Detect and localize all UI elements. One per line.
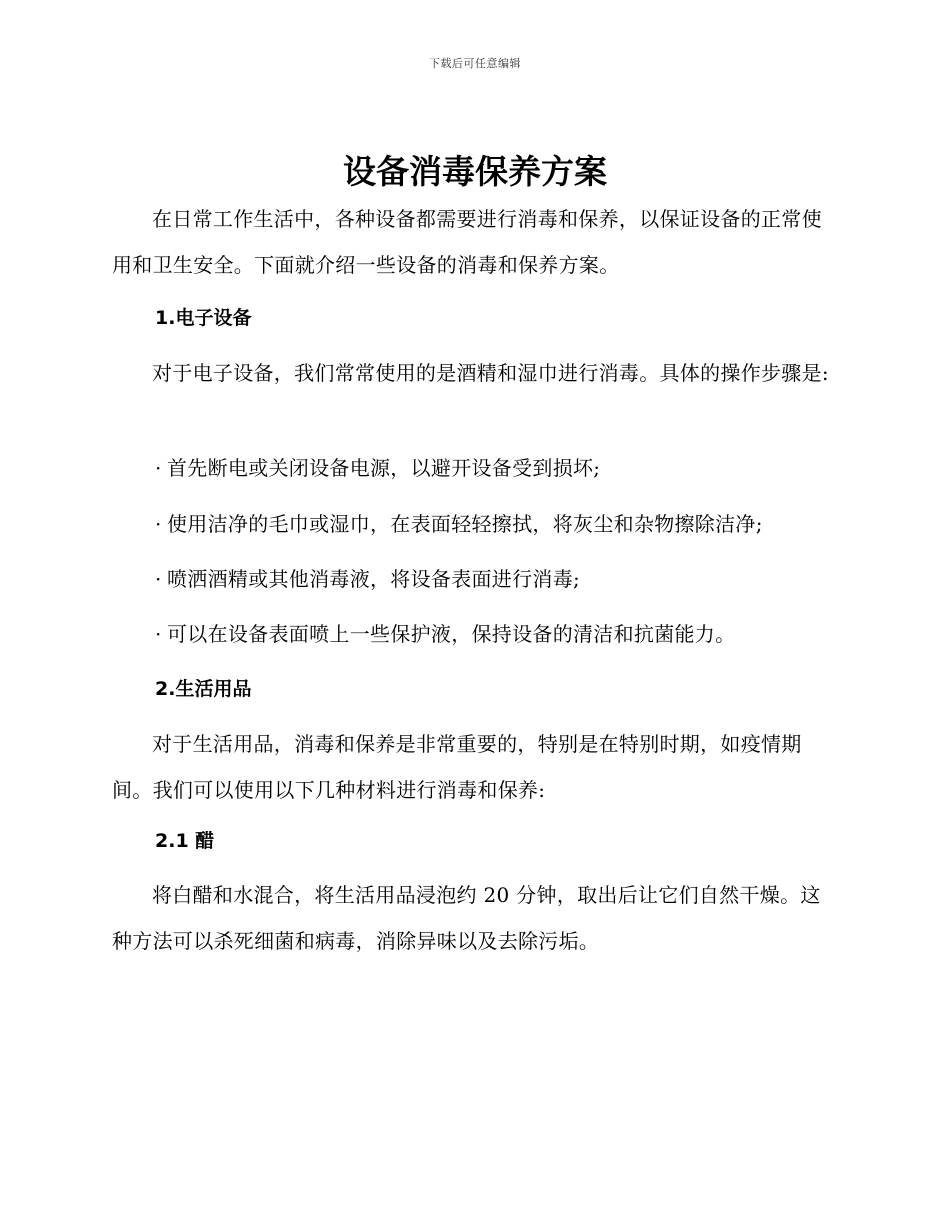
list-item-text: 首先断电或关闭设备电源，以避开设备受到损坏; (167, 456, 601, 480)
bullet-marker: · (155, 456, 162, 480)
section-heading-daily-items: 2.生活用品 (155, 678, 252, 700)
list-item-text: 喷洒酒精或其他消毒液，将设备表面进行消毒; (167, 567, 581, 591)
list-item (155, 509, 763, 539)
document-title: 设备消毒保养方案 (343, 152, 607, 191)
list-item (155, 453, 600, 483)
header-note: 下载后可任意编辑 (429, 57, 521, 70)
section-heading-vinegar: 2.1 醋 (155, 830, 215, 852)
vinegar-paragraph: 将白醋和水混合，将生活用品浸泡约 20 分钟，取出后让它们自然干燥。这种方法可以杀死细菌和病毒，消除异味以及去除污垢。 (112, 883, 821, 953)
bullet-marker: · (155, 512, 162, 536)
section-heading-electronics: 1.电子设备 (155, 307, 252, 329)
bullet-marker: · (155, 567, 162, 591)
list-item-text: 使用洁净的毛巾或湿巾，在表面轻轻擦拭，将灰尘和杂物擦除洁净; (167, 512, 763, 536)
bullet-marker: · (155, 622, 162, 646)
electronics-paragraph: 对于电子设备，我们常常使用的是酒精和湿巾进行消毒。具体的操作步骤是: (152, 361, 829, 385)
list-item (155, 619, 735, 649)
list-item-text: 可以在设备表面喷上一些保护液，保持设备的清洁和抗菌能力。 (167, 622, 736, 646)
intro-paragraph: 在日常工作生活中，各种设备都需要进行消毒和保养，以保证设备的正常使用和卫生安全。下面就介绍一些设备的消毒和保养方案。 (112, 207, 822, 277)
daily-items-paragraph: 对于生活用品，消毒和保养是非常重要的，特别是在特别时期，如疫情期间。我们可以使用以下几种材料进行消毒和保养: (112, 732, 802, 802)
list-item (155, 564, 580, 594)
